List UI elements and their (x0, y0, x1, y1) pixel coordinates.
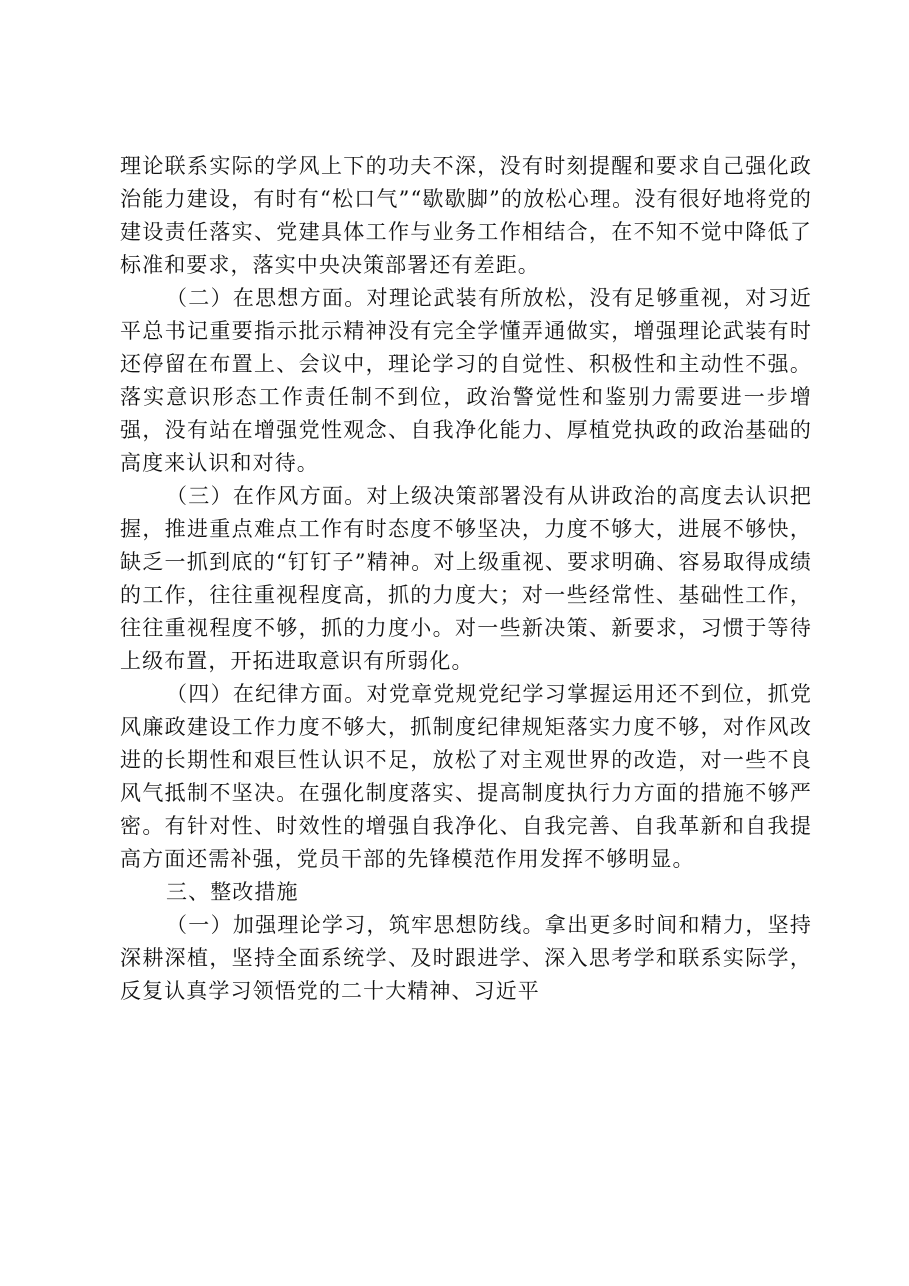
paragraph-continuation: 理论联系实际的学风上下的功夫不深，没有时刻提醒和要求自己强化政治能力建设，有时有“松口气”“歇歇脚”的放松心理。没有很好地将党的建设责任落实、党建具体工作与业务工作相结合，在不知不觉中降低了标准和要求，落实中央决策部署还有差距。 (120, 154, 812, 277)
section-heading-rectification: 三、整改措施 (166, 880, 299, 904)
paragraph-discipline-aspect: （四）在纪律方面。对党章党规党纪学习掌握运用还不到位，抓党风廉政建设工作力度不够大，抓制度纪律规矩落实力度不够，对作风改进的长期性和艰巨性认识不足，放松了对主观世界的改造，对一些不良风气抵制不坚决。在强化制度落实、提高制度执行力方面的措施不够严密。有针对性、时效性的增强自我净化、自我完善、自我革新和自我提高方面还需补强，党员干部的先锋模范作用发挥不够明显。 (120, 682, 812, 871)
paragraph-thought-aspect: （二）在思想方面。对理论武装有所放松，没有足够重视，对习近平总书记重要指示批示精神没有完全学懂弄通做实，增强理论武装有时还停留在布置上、会议中，理论学习的自觉性、积极性和主动性不强。落实意识形态工作责任制不到位，政治警觉性和鉴别力需要进一步增强，没有站在增强党性观念、自我净化能力、厚植党执政的政治基础的高度来认识和对待。 (120, 286, 812, 475)
document-page (120, 150, 812, 1008)
paragraph-theory-study: （一）加强理论学习，筑牢思想防线。拿出更多时间和精力，坚持深耕深植，坚持全面系统学、及时跟进学、深入思考学和联系实际学，反复认真学习领悟党的二十大精神、习近平 (120, 913, 812, 1003)
paragraph-style-aspect: （三）在作风方面。对上级决策部署没有从讲政治的高度去认识把握，推进重点难点工作有时态度不够坚决，力度不够大，进展不够快，缺乏一抓到底的“钉钉子”精神。对上级重视、要求明确、容易取得成绩的工作，往往重视程度高，抓的力度大；对一些经常性、基础性工作，往往重视程度不够，抓的力度小。对一些新决策、新要求，习惯于等待上级布置，开拓进取意识有所弱化。 (120, 484, 812, 673)
